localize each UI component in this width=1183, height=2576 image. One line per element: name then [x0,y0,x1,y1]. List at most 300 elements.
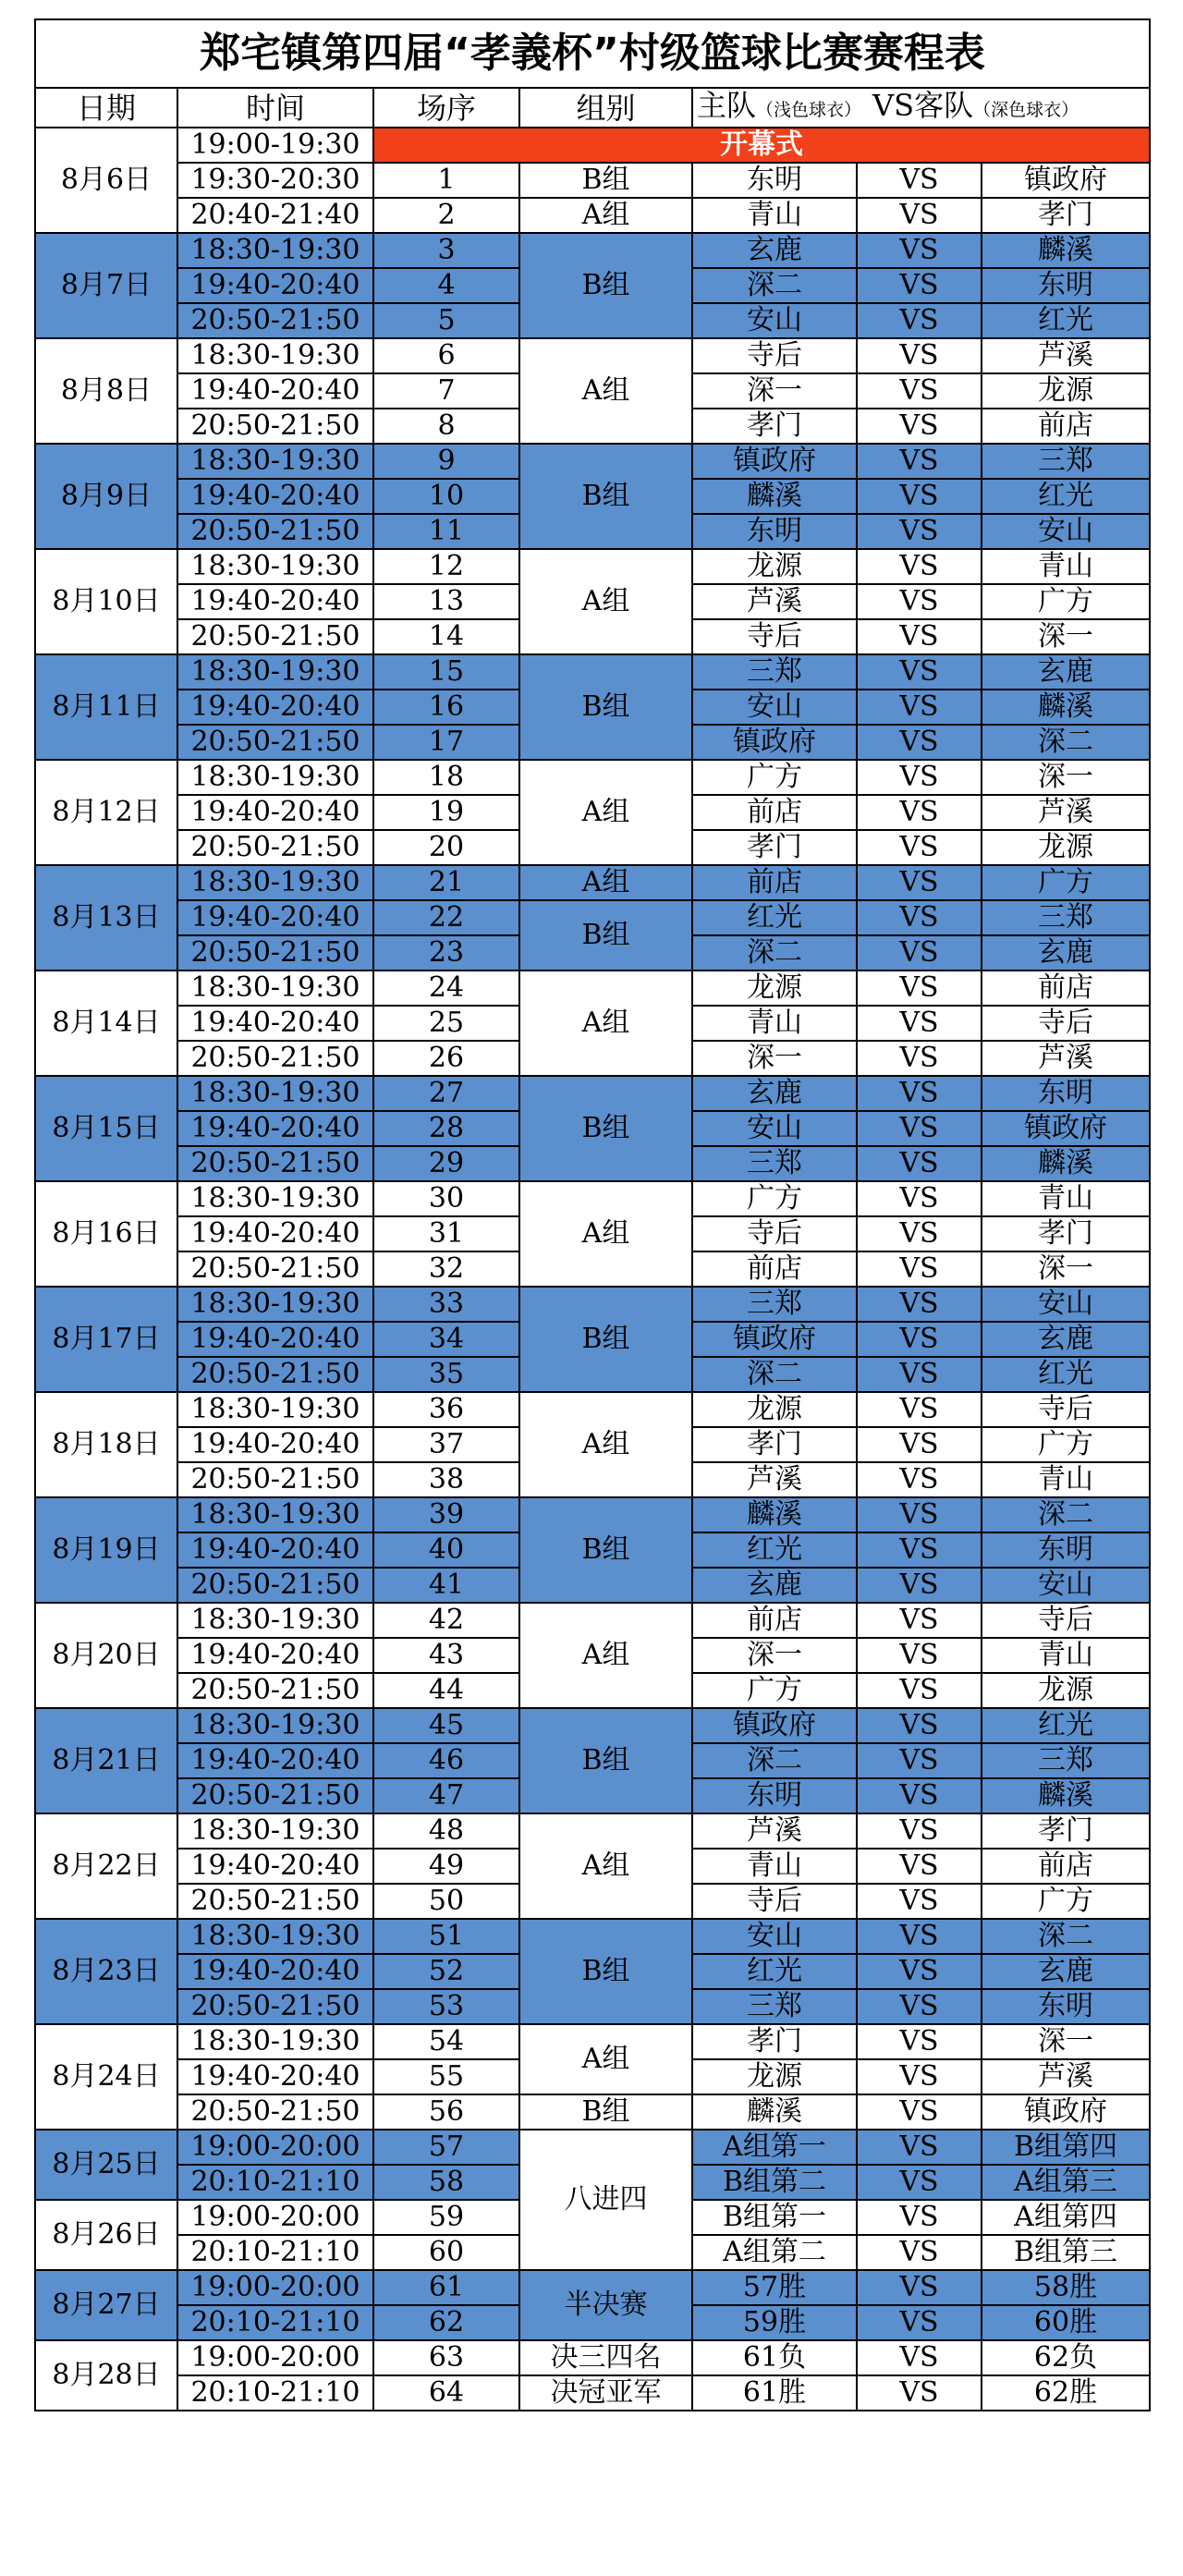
vs-cell: VS [857,1392,982,1427]
home-team-cell: 深二 [692,1743,857,1778]
home-team-cell: 红光 [692,1954,857,1989]
vs-cell: VS [857,1778,982,1813]
opening-row [35,128,1150,163]
away-team-cell: 深一 [982,1251,1150,1287]
home-team-cell: 安山 [692,1111,857,1146]
home-team-cell: 孝门 [692,1427,857,1462]
vs-cell: VS [857,2340,982,2375]
away-team-cell: 深一 [982,2024,1150,2059]
header-teams [692,88,1150,128]
match-row [35,2270,1150,2305]
away-team-cell: 龙源 [982,373,1150,409]
vs-cell: VS [857,2375,982,2411]
away-team-cell: 青山 [982,549,1150,584]
time-cell: 19:00-20:00 [177,2340,373,2375]
match-row [35,1813,1150,1849]
home-team-cell: 玄鹿 [692,233,857,268]
time-cell: 18:30-19:30 [177,1708,373,1743]
date-cell: 8月12日 [35,760,177,865]
away-team-cell: 孝门 [982,1813,1150,1849]
group-cell: A组 [519,1603,692,1708]
away-team-cell: 镇政府 [982,1111,1150,1146]
group-cell: A组 [519,865,692,900]
home-team-cell: A组第二 [692,2235,857,2270]
home-team-cell: 麟溪 [692,1497,857,1532]
order-cell: 53 [373,1989,519,2024]
away-team-cell: 玄鹿 [982,654,1150,690]
time-cell: 19:00-19:30 [177,128,373,163]
home-team-cell: 寺后 [692,1216,857,1251]
date-cell: 8月23日 [35,1919,177,2024]
header-vs: VS [872,88,915,123]
group-cell: A组 [519,1181,692,1287]
group-cell: B组 [519,1497,692,1603]
time-cell: 19:40-20:40 [177,1532,373,1568]
home-team-cell: 青山 [692,1849,857,1884]
time-cell: 18:30-19:30 [177,1497,373,1532]
order-cell: 3 [373,233,519,268]
away-team-cell: 东明 [982,1989,1150,2024]
home-team-cell: 深一 [692,1638,857,1673]
group-cell: A组 [519,1392,692,1497]
group-cell: A组 [519,338,692,444]
home-team-cell: 安山 [692,1919,857,1954]
home-team-cell: 前店 [692,795,857,830]
vs-cell: VS [857,971,982,1006]
time-cell: 19:40-20:40 [177,1849,373,1884]
home-team-cell: 麟溪 [692,2094,857,2130]
group-cell: B组 [519,1076,692,1181]
away-team-cell: 龙源 [982,1673,1150,1708]
order-cell: 26 [373,1041,519,1076]
order-cell: 38 [373,1462,519,1497]
vs-cell: VS [857,2094,982,2130]
home-team-cell: 三郑 [692,1287,857,1322]
home-team-cell: B组第一 [692,2200,857,2235]
group-cell: B组 [519,654,692,760]
time-cell: 20:50-21:50 [177,2094,373,2130]
order-cell: 33 [373,1287,519,1322]
time-cell: 20:50-21:50 [177,935,373,971]
date-cell: 8月10日 [35,549,177,654]
header-away-note: （深色球衣） [973,100,1079,120]
time-cell: 20:50-21:50 [177,1041,373,1076]
away-team-cell: 青山 [982,1181,1150,1216]
date-cell: 8月16日 [35,1181,177,1287]
vs-cell: VS [857,1813,982,1849]
home-team-cell: 东明 [692,163,857,198]
vs-cell: VS [857,338,982,373]
away-team-cell: 三郑 [982,444,1150,479]
date-cell: 8月9日 [35,444,177,549]
header-home: 主队 [697,88,757,123]
away-team-cell: 玄鹿 [982,935,1150,971]
home-team-cell: 镇政府 [692,444,857,479]
vs-cell: VS [857,233,982,268]
home-team-cell: 玄鹿 [692,1076,857,1111]
home-team-cell: 前店 [692,865,857,900]
home-team-cell: 青山 [692,1006,857,1041]
vs-cell: VS [857,1954,982,1989]
order-cell: 14 [373,619,519,654]
order-cell: 46 [373,1743,519,1778]
vs-cell: VS [857,830,982,865]
away-team-cell: B组第三 [982,2235,1150,2270]
vs-cell: VS [857,690,982,725]
vs-cell: VS [857,935,982,971]
group-cell: B组 [519,2094,692,2130]
home-team-cell: 深一 [692,373,857,409]
order-cell: 45 [373,1708,519,1743]
time-cell: 19:40-20:40 [177,584,373,619]
away-team-cell: 寺后 [982,1603,1150,1638]
away-team-cell: 麟溪 [982,1146,1150,1181]
match-row [35,2130,1150,2165]
group-cell: B组 [519,900,692,971]
vs-cell: VS [857,1884,982,1919]
home-team-cell: 龙源 [692,1392,857,1427]
time-cell: 18:30-19:30 [177,549,373,584]
order-cell: 59 [373,2200,519,2235]
time-cell: 18:30-19:30 [177,1287,373,1322]
order-cell: 1 [373,163,519,198]
home-team-cell: 龙源 [692,971,857,1006]
time-cell: 19:40-20:40 [177,1006,373,1041]
away-team-cell: 东明 [982,1076,1150,1111]
date-cell: 8月22日 [35,1813,177,1919]
vs-cell: VS [857,1497,982,1532]
vs-cell: VS [857,2024,982,2059]
home-team-cell: 61负 [692,2340,857,2375]
vs-cell: VS [857,619,982,654]
order-cell: 42 [373,1603,519,1638]
date-cell: 8月25日 [35,2130,177,2200]
time-cell: 20:50-21:50 [177,830,373,865]
order-cell: 34 [373,1322,519,1357]
time-cell: 18:30-19:30 [177,233,373,268]
group-cell: 决冠亚军 [519,2375,692,2411]
vs-cell: VS [857,2200,982,2235]
order-cell: 35 [373,1357,519,1392]
time-cell: 20:50-21:50 [177,725,373,760]
order-cell: 40 [373,1532,519,1568]
date-cell: 8月27日 [35,2270,177,2340]
match-row [35,2375,1150,2411]
time-cell: 19:40-20:40 [177,795,373,830]
home-team-cell: 寺后 [692,619,857,654]
vs-cell: VS [857,268,982,303]
match-row [35,1181,1150,1216]
away-team-cell: 青山 [982,1462,1150,1497]
match-row [35,1287,1150,1322]
home-team-cell: 寺后 [692,1884,857,1919]
order-cell: 9 [373,444,519,479]
time-cell: 18:30-19:30 [177,1392,373,1427]
home-team-cell: 龙源 [692,2059,857,2094]
away-team-cell: 孝门 [982,1216,1150,1251]
vs-cell: VS [857,1357,982,1392]
header-home-note: （浅色球衣） [756,100,862,120]
home-team-cell: 镇政府 [692,1708,857,1743]
order-cell: 22 [373,900,519,935]
time-cell: 19:40-20:40 [177,373,373,409]
home-team-cell: 镇政府 [692,1322,857,1357]
time-cell: 18:30-19:30 [177,1076,373,1111]
header-away: 客队 [914,88,974,123]
order-cell: 17 [373,725,519,760]
away-team-cell: 红光 [982,1708,1150,1743]
time-cell: 20:10-21:10 [177,2235,373,2270]
time-cell: 18:30-19:30 [177,1181,373,1216]
group-cell: 半决赛 [519,2270,692,2340]
time-cell: 20:50-21:50 [177,1146,373,1181]
away-team-cell: 东明 [982,1532,1150,1568]
home-team-cell: 东明 [692,514,857,549]
vs-cell: VS [857,1216,982,1251]
order-cell: 39 [373,1497,519,1532]
away-team-cell: 60胜 [982,2305,1150,2340]
date-cell: 8月20日 [35,1603,177,1708]
group-cell: 决三四名 [519,2340,692,2375]
group-cell: B组 [519,444,692,549]
away-team-cell: 三郑 [982,1743,1150,1778]
home-team-cell: A组第一 [692,2130,857,2165]
away-team-cell: 青山 [982,1638,1150,1673]
date-cell: 8月21日 [35,1708,177,1813]
home-team-cell: 安山 [692,690,857,725]
away-team-cell: 红光 [982,1357,1150,1392]
vs-cell: VS [857,1743,982,1778]
away-team-cell: 芦溪 [982,2059,1150,2094]
match-row [35,1392,1150,1427]
order-cell: 51 [373,1919,519,1954]
time-cell: 20:50-21:50 [177,303,373,338]
vs-cell: VS [857,2305,982,2340]
group-cell: A组 [519,549,692,654]
home-team-cell: 青山 [692,198,857,233]
vs-cell: VS [857,865,982,900]
match-row [35,2340,1150,2375]
home-team-cell: 孝门 [692,409,857,444]
vs-cell: VS [857,795,982,830]
match-row [35,198,1150,233]
away-team-cell: 镇政府 [982,163,1150,198]
match-row [35,338,1150,373]
home-team-cell: 深二 [692,268,857,303]
vs-cell: VS [857,373,982,409]
order-cell: 44 [373,1673,519,1708]
order-cell: 57 [373,2130,519,2165]
away-team-cell: 龙源 [982,830,1150,865]
order-cell: 2 [373,198,519,233]
home-team-cell: 57胜 [692,2270,857,2305]
group-cell: B组 [519,163,692,198]
time-cell: 19:40-20:40 [177,1322,373,1357]
date-cell: 8月13日 [35,865,177,971]
home-team-cell: 麟溪 [692,479,857,514]
order-cell: 8 [373,409,519,444]
order-cell: 37 [373,1427,519,1462]
time-cell: 19:40-20:40 [177,1743,373,1778]
order-cell: 41 [373,1568,519,1603]
away-team-cell: 镇政府 [982,2094,1150,2130]
away-team-cell: 红光 [982,303,1150,338]
vs-cell: VS [857,1427,982,1462]
group-cell: 八进四 [519,2130,692,2270]
home-team-cell: 深二 [692,935,857,971]
away-team-cell: 前店 [982,1849,1150,1884]
group-cell: A组 [519,2024,692,2094]
away-team-cell: 广方 [982,1427,1150,1462]
group-cell: A组 [519,971,692,1076]
order-cell: 13 [373,584,519,619]
match-row [35,2094,1150,2130]
match-row [35,760,1150,795]
home-team-cell: 红光 [692,1532,857,1568]
time-cell: 20:50-21:50 [177,619,373,654]
match-row [35,865,1150,900]
time-cell: 18:30-19:30 [177,654,373,690]
schedule-table [34,18,1151,2411]
order-cell: 36 [373,1392,519,1427]
order-cell: 28 [373,1111,519,1146]
home-team-cell: B组第二 [692,2165,857,2200]
vs-cell: VS [857,444,982,479]
group-cell: A组 [519,1813,692,1919]
away-team-cell: 深二 [982,1919,1150,1954]
date-cell: 8月6日 [35,128,177,233]
away-team-cell: 前店 [982,409,1150,444]
vs-cell: VS [857,1076,982,1111]
vs-cell: VS [857,1251,982,1287]
vs-cell: VS [857,514,982,549]
home-team-cell: 红光 [692,900,857,935]
away-team-cell: B组第四 [982,2130,1150,2165]
home-team-cell: 61胜 [692,2375,857,2411]
time-cell: 20:50-21:50 [177,514,373,549]
match-row [35,444,1150,479]
vs-cell: VS [857,760,982,795]
match-row [35,163,1150,198]
away-team-cell: 深一 [982,760,1150,795]
away-team-cell: 红光 [982,479,1150,514]
order-cell: 58 [373,2165,519,2200]
vs-cell: VS [857,409,982,444]
home-team-cell: 镇政府 [692,725,857,760]
away-team-cell: 安山 [982,1287,1150,1322]
order-cell: 54 [373,2024,519,2059]
vs-cell: VS [857,1673,982,1708]
order-cell: 52 [373,1954,519,1989]
time-cell: 18:30-19:30 [177,1813,373,1849]
match-row [35,2024,1150,2059]
home-team-cell: 59胜 [692,2305,857,2340]
time-cell: 20:40-21:40 [177,198,373,233]
order-cell: 18 [373,760,519,795]
vs-cell: VS [857,1849,982,1884]
time-cell: 18:30-19:30 [177,971,373,1006]
time-cell: 19:00-20:00 [177,2130,373,2165]
home-team-cell: 广方 [692,760,857,795]
time-cell: 18:30-19:30 [177,1603,373,1638]
away-team-cell: 深一 [982,619,1150,654]
match-row [35,654,1150,690]
away-team-cell: 东明 [982,268,1150,303]
away-team-cell: 麟溪 [982,1778,1150,1813]
match-row [35,233,1150,268]
vs-cell: VS [857,1041,982,1076]
order-cell: 64 [373,2375,519,2411]
vs-cell: VS [857,1287,982,1322]
order-cell: 43 [373,1638,519,1673]
time-cell: 19:40-20:40 [177,1111,373,1146]
home-team-cell: 东明 [692,1778,857,1813]
home-team-cell: 芦溪 [692,584,857,619]
time-cell: 18:30-19:30 [177,760,373,795]
order-cell: 19 [373,795,519,830]
order-cell: 47 [373,1778,519,1813]
order-cell: 27 [373,1076,519,1111]
vs-cell: VS [857,2270,982,2305]
away-team-cell: 芦溪 [982,338,1150,373]
time-cell: 20:50-21:50 [177,1673,373,1708]
order-cell: 10 [373,479,519,514]
vs-cell: VS [857,584,982,619]
order-cell: 60 [373,2235,519,2270]
away-team-cell: 麟溪 [982,233,1150,268]
away-team-cell: 寺后 [982,1006,1150,1041]
date-cell: 8月15日 [35,1076,177,1181]
vs-cell: VS [857,1532,982,1568]
time-cell: 19:40-20:40 [177,1638,373,1673]
away-team-cell: 62胜 [982,2375,1150,2411]
home-team-cell: 寺后 [692,338,857,373]
home-team-cell: 孝门 [692,830,857,865]
away-team-cell: 安山 [982,514,1150,549]
header-time: 时间 [177,88,373,128]
order-cell: 7 [373,373,519,409]
vs-cell: VS [857,1708,982,1743]
vs-cell: VS [857,1111,982,1146]
time-cell: 20:50-21:50 [177,1778,373,1813]
vs-cell: VS [857,1638,982,1673]
vs-cell: VS [857,549,982,584]
order-cell: 29 [373,1146,519,1181]
home-team-cell: 玄鹿 [692,1568,857,1603]
home-team-cell: 广方 [692,1673,857,1708]
vs-cell: VS [857,1919,982,1954]
time-cell: 18:30-19:30 [177,1919,373,1954]
away-team-cell: A组第三 [982,2165,1150,2200]
time-cell: 20:10-21:10 [177,2165,373,2200]
date-cell: 8月19日 [35,1497,177,1603]
time-cell: 19:00-20:00 [177,2270,373,2305]
order-cell: 4 [373,268,519,303]
away-team-cell: 孝门 [982,198,1150,233]
order-cell: 49 [373,1849,519,1884]
time-cell: 19:30-20:30 [177,163,373,198]
group-cell: B组 [519,1919,692,2024]
home-team-cell: 孝门 [692,2024,857,2059]
schedule-sheet [34,18,1149,2411]
match-row [35,1919,1150,1954]
home-team-cell: 三郑 [692,654,857,690]
home-team-cell: 深二 [692,1357,857,1392]
group-cell: B组 [519,1287,692,1392]
order-cell: 16 [373,690,519,725]
order-cell: 32 [373,1251,519,1287]
away-team-cell: 广方 [982,1884,1150,1919]
